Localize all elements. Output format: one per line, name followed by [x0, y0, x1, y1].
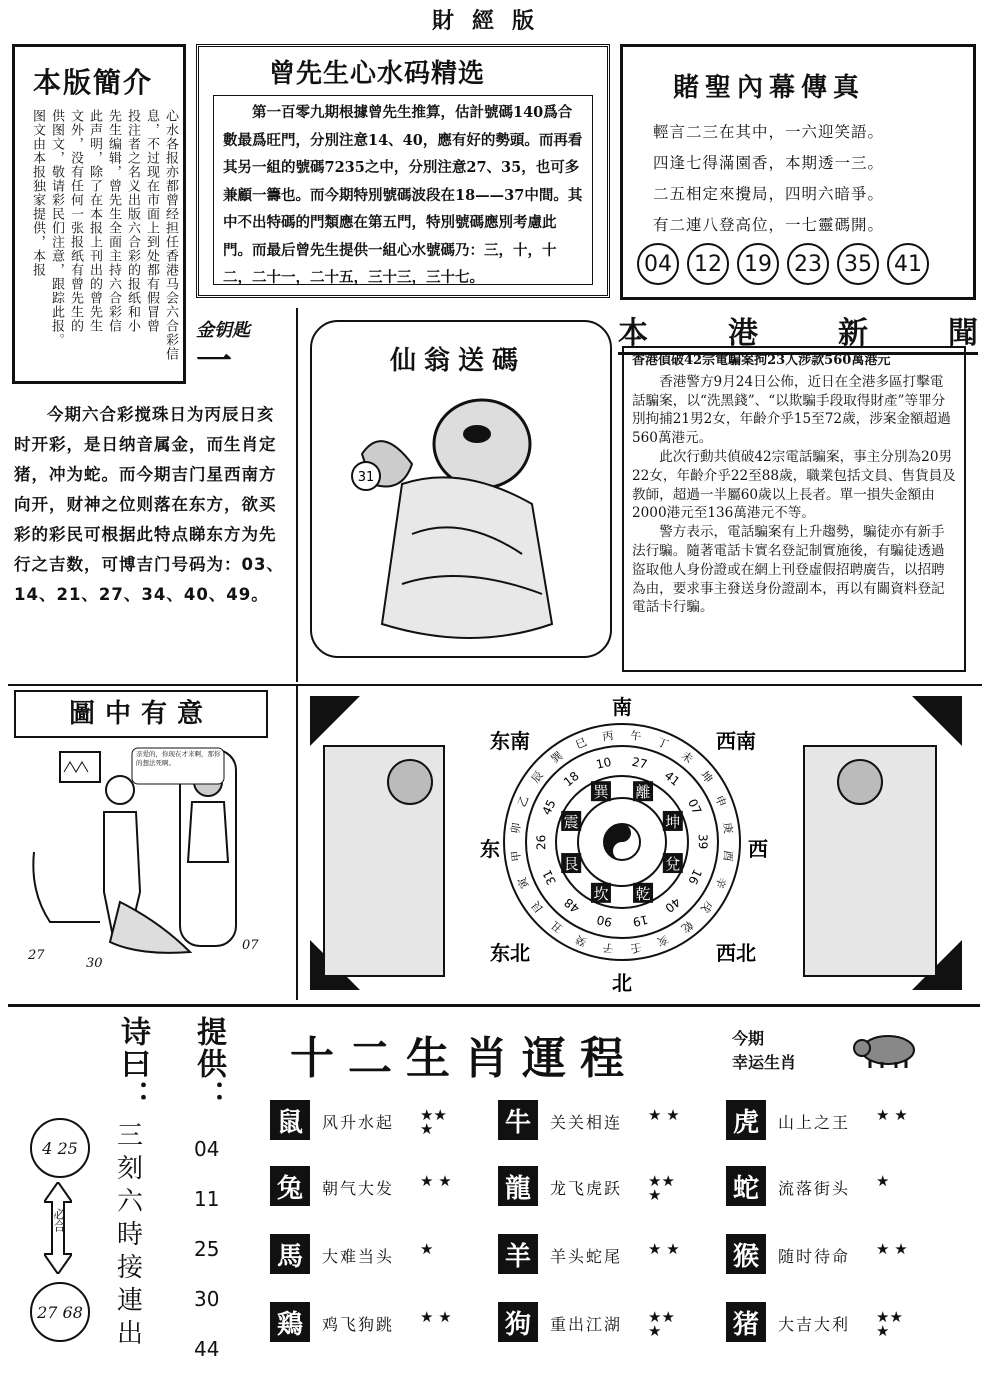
compass-direction-e: 西 — [748, 837, 768, 861]
news-title-char: 聞 — [948, 316, 978, 351]
compass-outer-label: 甲 — [509, 849, 524, 863]
zodiac-sign: 猴 — [726, 1234, 766, 1274]
zodiac-fortune: 龙飞虎跃 — [550, 1179, 623, 1198]
intro-column: 心水各报亦都曾经担任香港马会六合彩信 — [163, 109, 178, 361]
intro-column: 投注者之名义出版六合彩的报纸和小 — [125, 109, 140, 333]
compass-direction-ne: 西南 — [716, 729, 756, 753]
compass-outer-label: 午 — [629, 729, 643, 744]
zodiac-star-rating: ★★ ★ — [648, 1308, 675, 1340]
ceng-paragraph: 第一百零九期根據曾先生推算，估計號碼140爲合數最爲旺門，分別注意14、40，應有好的勢頭。而再看其另一組的號碼7235之中，分別注意27、35，也可多兼顧一籌也。而今期特別號碼波段在18——37中間。其中不出特碼的門類應在第五門，特別號碼應別考慮此門。而最后曾先生提供一組心水號碼乃：三，十，十二，二十一，二十五，三十三，三十七。 — [223, 104, 583, 286]
compass-outer-label: 壬 — [629, 940, 643, 955]
compass-middle-label: 16 — [685, 866, 705, 887]
compass-outer-label: 乾 — [678, 918, 696, 936]
zodiac-sign: 鶏 — [270, 1302, 310, 1342]
zodiac-sign: 狗 — [498, 1302, 538, 1342]
compass-trigram: 艮 — [563, 855, 579, 874]
compass-middle-label: 27 — [630, 754, 649, 772]
poem-title: 賭聖內幕傳真 — [673, 73, 866, 103]
zodiac-fortune: 重出江湖 — [550, 1315, 623, 1334]
compass-outer-label: 乙 — [515, 793, 532, 809]
compass-outer-label: 未 — [678, 748, 696, 766]
lucky-text: 今期六合彩搅珠日为丙辰日亥时开彩，是日纳音属金，而生肖定猪，冲为蛇。而今期吉门星西南方向开，财神之位则落在东方，欲买彩的彩民可根据此特点睇东方为先行之吉数，可博吉门号码为：03、14、21、27、34、40、49。 — [14, 405, 284, 604]
poem2-stamp-top: 4 25 — [30, 1118, 90, 1178]
news-title-char: 本 — [618, 316, 648, 351]
zodiac-star-rating: ★★ ★ — [648, 1172, 675, 1204]
zodiac-star-rating: ★ ★ — [648, 1240, 680, 1258]
compass-middle-label: 07 — [685, 796, 705, 817]
poem2-number: 04 — [194, 1137, 220, 1161]
poem2-number: 44 — [194, 1337, 220, 1361]
intro-column: 供图文，敬请彩民们注意，跟踪此报。 — [49, 109, 64, 347]
compass-outer-label: 申 — [712, 793, 729, 809]
poem2-arrow — [44, 1182, 72, 1274]
compass-direction-s: 北 — [612, 971, 632, 995]
lucky-panel — [10, 308, 292, 678]
lucky-badge-bottom: 一 — [196, 340, 233, 382]
poem2-verse-char: 連 — [116, 1286, 143, 1316]
zodiac-star-rating: ★ ★ — [420, 1172, 452, 1190]
zodiac-fortune: 随时待命 — [778, 1247, 851, 1266]
poem-lines — [653, 117, 884, 241]
compass-outer-label: 戌 — [698, 898, 716, 916]
xian-illustration — [342, 384, 582, 654]
zodiac-sign: 猪 — [726, 1302, 766, 1342]
poem-line: 二五相定來攪局，四明六暗爭。 — [653, 185, 885, 203]
zodiac-panel — [270, 1010, 974, 1380]
compass-trigram: 坤 — [665, 812, 681, 831]
zodiac-sign: 羊 — [498, 1234, 538, 1274]
poem-numbers — [637, 243, 937, 285]
cartoon-number: 27 — [28, 948, 45, 963]
poem2-stamp-bottom: 27 68 — [30, 1282, 90, 1342]
page-header-title: 財經版 — [431, 8, 552, 34]
zodiac-fortune: 鸡飞狗跳 — [322, 1315, 395, 1334]
compass-middle-label: 48 — [561, 895, 583, 916]
compass-outer-label: 寅 — [515, 875, 532, 891]
ceng-panel — [196, 44, 610, 298]
intro-column: 图文由本报独家提供，本报 — [30, 109, 45, 277]
compass-trigram: 坎 — [593, 884, 609, 903]
compass-trigram: 震 — [563, 812, 579, 831]
zodiac-sign: 牛 — [498, 1100, 538, 1140]
poem-number: 19 — [737, 243, 779, 285]
poem-line: 輕言二三在其中，一六迎笑語。 — [653, 123, 885, 141]
compass-outer-label: 癸 — [573, 932, 589, 949]
poem2-label1: 诗曰： — [115, 1016, 150, 1112]
lucky-badge-top: 金钥匙 — [196, 320, 250, 341]
cartoon-title-box — [14, 690, 268, 738]
poem2-verse-char: 六 — [116, 1187, 143, 1217]
zodiac-sub2: 幸运生肖 — [732, 1053, 797, 1072]
compass-direction-sw: 东北 — [490, 941, 530, 965]
compass-outer-label: 卯 — [509, 821, 524, 835]
intro-title: 本版簡介 — [33, 66, 154, 99]
zodiac-star-rating: ★ ★ — [420, 1308, 452, 1326]
compass-outer-label: 巳 — [573, 735, 589, 752]
zodiac-fortune: 关关相连 — [550, 1113, 623, 1132]
poem2-verse-char: 出 — [116, 1319, 143, 1349]
intro-column: 此声明，除了在本报上刊出的曾先生 — [87, 109, 102, 333]
compass-panel — [300, 686, 972, 1000]
poem2-arrow-label: 必合 — [52, 1208, 66, 1232]
intro-column: 先生编辑，曾先生全面主持六合彩信 — [106, 109, 121, 333]
zodiac-fortune: 大吉大利 — [778, 1315, 851, 1334]
xian-panel — [310, 320, 612, 658]
zodiac-sign: 馬 — [270, 1234, 310, 1274]
compass-outer-label: 丙 — [601, 729, 615, 744]
zodiac-fortune: 风升水起 — [322, 1113, 395, 1132]
cartoon-number: 30 — [86, 956, 103, 971]
poem2-verse-char: 三 — [116, 1121, 143, 1151]
cartoon — [20, 742, 276, 974]
poem-number: 04 — [637, 243, 679, 285]
compass-outer-label: 辛 — [712, 875, 729, 891]
compass-diagram — [300, 686, 972, 1000]
cartoon-number: 07 — [242, 938, 259, 953]
zodiac-sign: 龍 — [498, 1166, 538, 1206]
ceng-title: 曾先生心水码精选 — [269, 59, 486, 89]
boar-icon — [850, 1030, 922, 1070]
poem2-number: 30 — [194, 1287, 220, 1311]
cartoon-illustration — [20, 742, 276, 974]
poem2-verse — [114, 1120, 146, 1351]
compass-middle-label: 10 — [594, 754, 613, 772]
zodiac-sign: 虎 — [726, 1100, 766, 1140]
zodiac-sign: 鼠 — [270, 1100, 310, 1140]
zodiac-star-rating: ★★ ★ — [420, 1106, 447, 1138]
news-headline: 香港偵破42宗電騙案拘23人涉款560萬港元 — [632, 353, 891, 368]
zodiac-star-rating: ★ — [876, 1172, 890, 1190]
compass-trigram: 乾 — [635, 884, 651, 903]
poem-line: 有二連八登高位，一七靈碼開。 — [653, 216, 885, 234]
compass-middle-label: 90 — [595, 912, 614, 930]
poem2-verse-char: 時 — [116, 1220, 143, 1250]
compass-outer-label: 丁 — [655, 735, 671, 752]
cartoon-bubble: 亲爱的，你现在才来啊，那你的想法死啊。 — [136, 750, 221, 767]
page-header — [412, 4, 572, 34]
zodiac-star-rating: ★ ★ — [648, 1106, 680, 1124]
compass-outer-label: 丑 — [548, 918, 566, 936]
poem2-number: 11 — [194, 1187, 220, 1211]
compass-middle-label: 41 — [661, 768, 683, 789]
news-body — [622, 346, 966, 672]
compass-outer-label: 艮 — [528, 898, 546, 916]
compass-direction-nw: 东南 — [490, 729, 530, 753]
poem2-label2: 提供： — [191, 1016, 226, 1112]
news-panel — [618, 308, 982, 680]
news-paragraph: 此次行動共偵破42宗電話騙案，事主分別為20男22女，年齡介乎22至88歲，職業包括文員、售貨員及教師，超過一半屬60歲以上長者。單一損失金額由2000港元至136萬港元不等。 — [632, 448, 956, 522]
poem2-numbers — [194, 1124, 219, 1374]
compass-middle-label: 26 — [534, 834, 549, 851]
cartoon-title: 圖中有意 — [68, 699, 213, 729]
compass-outer-label: 坤 — [698, 768, 716, 786]
zodiac-star-rating: ★ ★ — [876, 1106, 908, 1124]
zodiac-title: 十二生肖運程 — [290, 1033, 638, 1084]
compass-outer-label: 子 — [601, 940, 615, 955]
compass-middle-label: 45 — [539, 797, 559, 818]
poem2-verse-char: 接 — [116, 1253, 143, 1283]
xian-number: 31 — [357, 470, 375, 485]
news-title-char: 新 — [838, 316, 868, 351]
poem-number: 23 — [787, 243, 829, 285]
news-paragraph: 警方表示，電話騙案有上升趨勢，騙徒亦有新手法行騙。隨著電話卡實名登記制實施後，有騙徒透過盜取他人身份證或在網上刊登虛假招聘廣告，以招聘為由，要求事主發送身份證副本，再以有關資料登記電話卡行騙。 — [632, 524, 945, 616]
compass-outer-label: 辰 — [528, 768, 546, 786]
zodiac-star-rating: ★ ★ — [876, 1240, 908, 1258]
zodiac-sign: 蛇 — [726, 1166, 766, 1206]
zodiac-fortune: 羊头蛇尾 — [550, 1247, 623, 1266]
zodiac-fortune: 大难当头 — [322, 1247, 395, 1266]
zodiac-fortune: 山上之王 — [778, 1113, 851, 1132]
zodiac-fortune: 朝气大发 — [322, 1179, 395, 1198]
news-paragraph: 香港警方9月24日公佈，近日在全港多區打擊電話騙案，以“洗黑錢”、“以欺騙手段取得財產”等罪分別拘捕21男2女，年齡介乎15至72歲，涉案金額超過560萬港元。 — [632, 373, 951, 447]
compass-middle-label: 40 — [662, 894, 683, 916]
lucky-badge — [196, 316, 284, 392]
zodiac-star-rating: ★ — [420, 1240, 434, 1258]
xian-title: 仙翁送碼 — [390, 346, 527, 376]
compass-trigram: 離 — [635, 783, 651, 802]
compass-outer-label: 亥 — [655, 932, 671, 949]
compass-direction-n: 南 — [612, 695, 632, 719]
poem2-panel — [30, 1016, 270, 1366]
compass-middle-label: 19 — [631, 912, 650, 930]
compass-trigram: 兌 — [665, 855, 681, 874]
compass-outer-label: 庚 — [720, 821, 735, 835]
zodiac-sub1: 今期 — [732, 1029, 765, 1048]
zodiac-grid — [270, 1100, 974, 1370]
compass-direction-se: 西北 — [716, 941, 756, 965]
poem-panel — [620, 44, 976, 300]
poem-line: 四逢七得滿園香，本期透一三。 — [653, 154, 885, 172]
poem-number: 12 — [687, 243, 729, 285]
news-title-char: 港 — [728, 316, 758, 351]
compass-middle-label: 31 — [539, 867, 559, 888]
zodiac-star-rating: ★★ ★ — [876, 1308, 903, 1340]
compass-outer-label: 巽 — [548, 748, 566, 766]
zodiac-fortune: 流落街头 — [778, 1179, 851, 1198]
compass-direction-w: 东 — [480, 837, 500, 861]
compass-outer-label: 酉 — [720, 849, 735, 863]
zodiac-sign: 兔 — [270, 1166, 310, 1206]
poem-number: 35 — [837, 243, 879, 285]
intro-column: 息，不过现在市面上到处都有假冒曾 — [144, 109, 159, 333]
poem-number: 41 — [887, 243, 929, 285]
compass-middle-label: 18 — [561, 768, 582, 790]
compass-trigram: 巽 — [593, 783, 609, 802]
compass-middle-label: 39 — [695, 833, 710, 850]
poem2-number: 25 — [194, 1237, 220, 1261]
intro-column: 文外，没有任何一张报纸有曾先生的 — [68, 109, 83, 333]
poem2-verse-char: 刻 — [116, 1154, 143, 1184]
